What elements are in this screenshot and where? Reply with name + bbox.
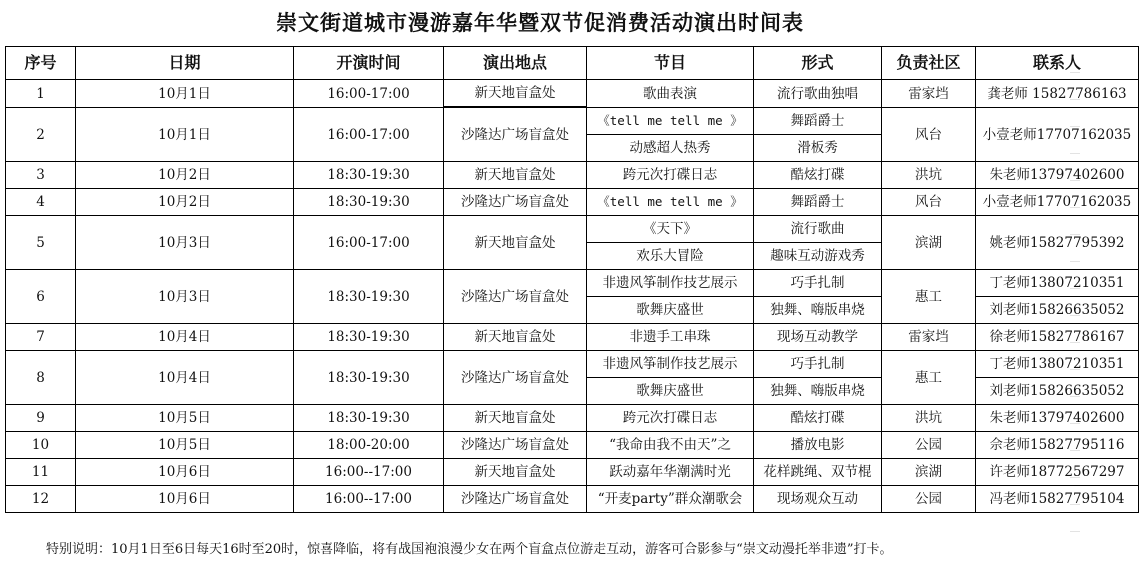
cell-venue: 新天地盲盒处 <box>444 216 587 270</box>
cell-program: 歌舞庆盛世 <box>587 378 754 405</box>
table-row <box>6 162 1139 189</box>
cell-community: 风台 <box>882 189 976 216</box>
cell-form: 巧手扎制 <box>754 270 882 297</box>
cell-no: 1 <box>6 80 76 108</box>
header-venue: 演出地点 <box>444 47 587 80</box>
cell-no: 6 <box>6 270 76 324</box>
header-date: 日期 <box>76 47 294 80</box>
cell-date: 10月2日 <box>76 162 294 189</box>
cell-venue: 沙隆达广场盲盒处 <box>444 432 587 459</box>
cell-community: 洪坑 <box>882 405 976 432</box>
cell-form: 流行歌曲独唱 <box>754 80 882 108</box>
cell-contact: 朱老师13797402600 <box>976 162 1139 189</box>
cell-form: 酷炫打碟 <box>754 162 882 189</box>
cell-no: 11 <box>6 459 76 486</box>
cell-program: 《天下》 <box>587 216 754 243</box>
table-row <box>6 108 1139 135</box>
cell-date: 10月2日 <box>76 189 294 216</box>
cell-program: 《tell me tell me 》 <box>587 108 754 135</box>
cell-date: 10月4日 <box>76 351 294 405</box>
cell-community: 风台 <box>882 108 976 162</box>
table-row <box>6 459 1139 486</box>
cell-no: 4 <box>6 189 76 216</box>
cell-no: 3 <box>6 162 76 189</box>
page-title: 崇文街道城市漫游嘉年华暨双节促消费活动演出时间表 <box>276 10 804 35</box>
schedule-table <box>5 46 1139 513</box>
header-program: 节目 <box>587 47 754 80</box>
cell-contact: 姚老师15827795392 <box>976 216 1139 270</box>
header-row <box>6 47 1139 80</box>
cell-date: 10月6日 <box>76 486 294 513</box>
cell-form: 滑板秀 <box>754 135 882 162</box>
special-note: 特别说明：10月1日至6日每天16时至20时，惊喜降临，将有战国袍浪漫少女在两个盲盒点位游走互动，游客可合影参与“崇文动漫托举非遗”打卡。 <box>46 542 893 557</box>
cell-community: 雷家垱 <box>882 80 976 108</box>
cell-form: 舞蹈爵士 <box>754 108 882 135</box>
cell-program: 歌舞庆盛世 <box>587 297 754 324</box>
cell-community: 滨湖 <box>882 216 976 270</box>
cell-community: 雷家垱 <box>882 324 976 351</box>
cell-form: 现场观众互动 <box>754 486 882 513</box>
table-row <box>6 486 1139 513</box>
cell-form: 现场互动教学 <box>754 324 882 351</box>
cell-contact: 丁老师13807210351 <box>976 270 1139 297</box>
cell-date: 10月5日 <box>76 405 294 432</box>
cell-program: 非遗手工串珠 <box>587 324 754 351</box>
cell-community: 惠工 <box>882 270 976 324</box>
cell-time: 16:00-17:00 <box>294 80 444 108</box>
cell-form: 播放电影 <box>754 432 882 459</box>
cell-contact: 龚老师 15827786163 <box>976 80 1139 108</box>
header-no: 序号 <box>6 47 76 80</box>
cell-date: 10月5日 <box>76 432 294 459</box>
cell-time: 16:00-17:00 <box>294 108 444 162</box>
cell-date: 10月1日 <box>76 80 294 108</box>
header-contact: 联系人 <box>976 47 1139 80</box>
cell-no: 12 <box>6 486 76 513</box>
table-row <box>6 189 1139 216</box>
cell-form: 舞蹈爵士 <box>754 189 882 216</box>
cell-venue: 新天地盲盒处 <box>444 80 587 107</box>
cell-form: 巧手扎制 <box>754 351 882 378</box>
cell-program: 歌曲表演 <box>587 80 754 108</box>
cell-no: 9 <box>6 405 76 432</box>
cell-time: 16:00--17:00 <box>294 486 444 513</box>
cell-community: 滨湖 <box>882 459 976 486</box>
header-time: 开演时间 <box>294 47 444 80</box>
cell-no: 5 <box>6 216 76 270</box>
cell-contact: 刘老师15826635052 <box>976 297 1139 324</box>
cell-venue: 沙隆达广场盲盒处 <box>444 486 587 513</box>
cell-program: 跃动嘉年华潮满时光 <box>587 459 754 486</box>
cell-form: 酷炫打碟 <box>754 405 882 432</box>
cell-date: 10月4日 <box>76 324 294 351</box>
cell-program: 跨元次打碟日志 <box>587 405 754 432</box>
cell-program: 欢乐大冒险 <box>587 243 754 270</box>
cell-venue: 沙隆达广场盲盒处 <box>444 108 587 162</box>
cell-no: 8 <box>6 351 76 405</box>
cell-form: 花样跳绳、双节棍 <box>754 459 882 486</box>
cell-venue: 新天地盲盒处 <box>444 405 587 432</box>
cell-community: 公园 <box>882 432 976 459</box>
table-row <box>6 351 1139 378</box>
cell-time: 18:30-19:30 <box>294 189 444 216</box>
cell-venue: 沙隆达广场盲盒处 <box>444 270 587 324</box>
cell-venue: 沙隆达广场盲盒处 <box>444 351 587 405</box>
cell-time: 18:30-19:30 <box>294 405 444 432</box>
cell-date: 10月1日 <box>76 108 294 162</box>
cell-venue: 沙隆达广场盲盒处 <box>444 189 587 216</box>
cell-contact: 丁老师13807210351 <box>976 351 1139 378</box>
cell-community: 公园 <box>882 486 976 513</box>
cell-contact: 冯老师15827795104 <box>976 486 1139 513</box>
cell-contact: 许老师18772567297 <box>976 459 1139 486</box>
cell-time: 18:30-19:30 <box>294 162 444 189</box>
cell-program: “开麦party”群众潮歌会 <box>587 486 754 513</box>
cell-contact: 佘老师15827795116 <box>976 432 1139 459</box>
cell-community: 惠工 <box>882 351 976 405</box>
table-row <box>6 324 1139 351</box>
cell-time: 16:00-17:00 <box>294 216 444 270</box>
table-row <box>6 270 1139 297</box>
cell-form: 独舞、嗨版串烧 <box>754 378 882 405</box>
cell-contact: 刘老师15826635052 <box>976 378 1139 405</box>
cell-venue: 新天地盲盒处 <box>444 459 587 486</box>
cell-time: 16:00--17:00 <box>294 459 444 486</box>
header-community: 负责社区 <box>882 47 976 80</box>
cell-time: 18:00-20:00 <box>294 432 444 459</box>
cell-program: 跨元次打碟日志 <box>587 162 754 189</box>
cell-time: 18:30-19:30 <box>294 324 444 351</box>
cell-date: 10月6日 <box>76 459 294 486</box>
cell-no: 10 <box>6 432 76 459</box>
cell-form: 趣味互动游戏秀 <box>754 243 882 270</box>
table-row <box>6 80 1139 107</box>
cell-time: 18:30-19:30 <box>294 270 444 324</box>
table-row <box>6 405 1139 432</box>
cell-program: 《tell me tell me 》 <box>587 189 754 216</box>
cell-program: 动感超人热秀 <box>587 135 754 162</box>
cell-venue: 新天地盲盒处 <box>444 162 587 189</box>
cell-community: 洪坑 <box>882 162 976 189</box>
cell-contact: 朱老师13797402600 <box>976 405 1139 432</box>
cell-program: 非遗风筝制作技艺展示 <box>587 270 754 297</box>
cell-contact: 小壹老师17707162035 <box>976 189 1139 216</box>
header-form: 形式 <box>754 47 882 80</box>
cell-program: 非遗风筝制作技艺展示 <box>587 351 754 378</box>
table-row <box>6 432 1139 459</box>
cell-form: 流行歌曲 <box>754 216 882 243</box>
cell-venue: 新天地盲盒处 <box>444 324 587 351</box>
cell-contact: 小壹老师17707162035 <box>976 108 1139 162</box>
cell-date: 10月3日 <box>76 270 294 324</box>
cell-no: 7 <box>6 324 76 351</box>
cell-time: 18:30-19:30 <box>294 351 444 405</box>
cell-form: 独舞、嗨版串烧 <box>754 297 882 324</box>
cell-date: 10月3日 <box>76 216 294 270</box>
cell-program: “我命由我不由天”之 <box>587 432 754 459</box>
cell-contact: 徐老师15827786167 <box>976 324 1139 351</box>
table-row <box>6 216 1139 243</box>
cell-no: 2 <box>6 108 76 162</box>
